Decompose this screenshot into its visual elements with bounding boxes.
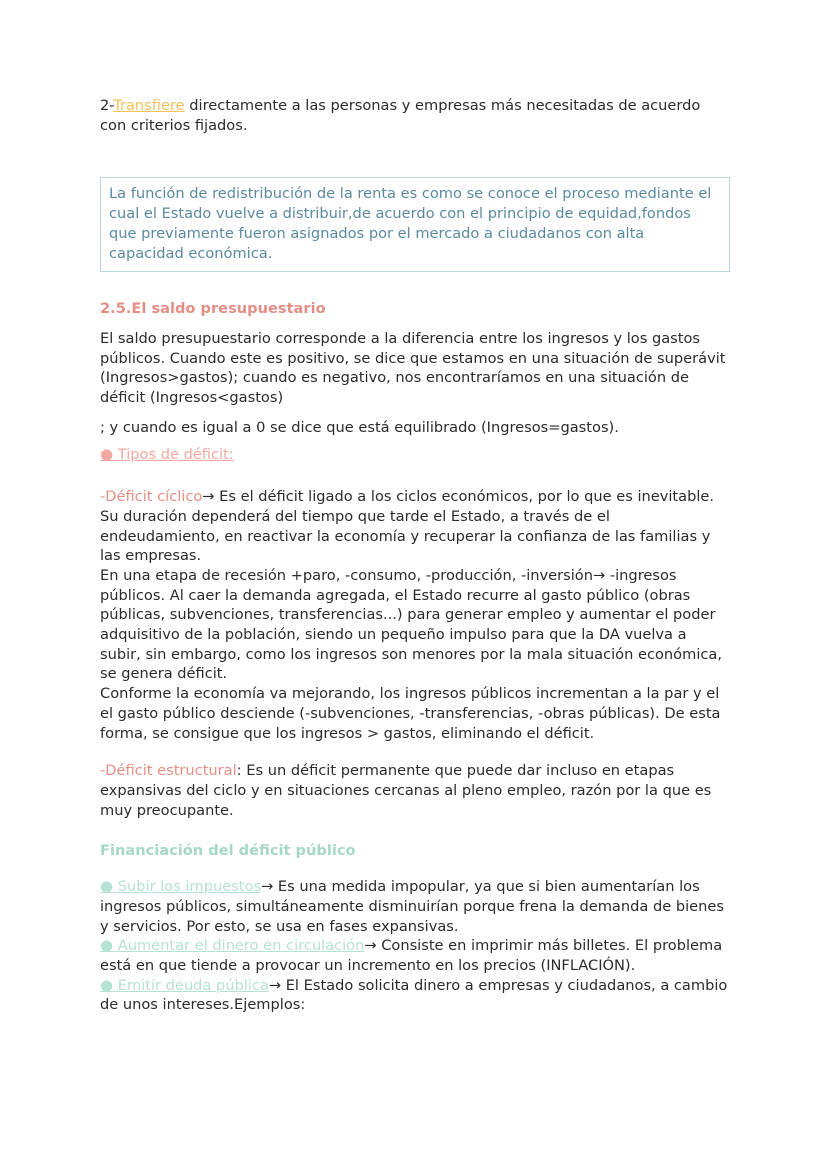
intro-rest: directamente a las personas y empresas más necesitadas de acuerdo con criterios fijados. — [100, 97, 701, 134]
callout-text: La función de redistribución de la renta es como se conoce el proceso mediante el cual el Estado vuelve a distribuir,de acuerdo con el principio de equidad,fondos que previamente fueron asignados por el mercado a ciudadanos con alta capacidad económica. — [109, 185, 712, 262]
subir-impuestos-link[interactable]: ● Subir los impuestos — [100, 877, 262, 896]
definition-callout — [100, 177, 730, 272]
tipos-link[interactable]: ● Tipos de déficit: — [100, 445, 234, 464]
bullet-dot-icon: ● — [100, 877, 114, 896]
financiacion-item — [100, 976, 730, 1015]
section-title: 2.5.El saldo presupuestario — [100, 300, 326, 318]
financiacion-title: Financiación del déficit público — [100, 842, 356, 860]
bullet-dot-icon: ● — [100, 936, 114, 955]
mejora-paragraph: Conforme la economía va mejorando, los ingresos públicos incrementan a la par y el el gasto público desciende (-subvenciones, -transferencias, -obras públicas). De esta forma, se consigue que los ingresos > gastos, eliminando el déficit. — [100, 685, 721, 742]
intro-paragraph — [100, 96, 730, 135]
financiacion-item-text: → Consiste en imprimir más billetes. El problema está en que tiende a provocar un incremento en los precios (INFLACIÓN). — [100, 937, 723, 974]
ciclico-text: → Es el déficit ligado a los ciclos económicos, por lo que es inevitable. Su duración dependerá del tiempo que tarde el Estado, a través de el endeudamiento, en reactivar la economía y recuperar la confianza de las familias y las empresas. — [100, 488, 715, 565]
recesion-paragraph: En una etapa de recesión +paro, -consumo, -producción, -inversión→ -ingresos públicos. Al caer la demanda agregada, el Estado recurre al gasto público (obras públicas, subvenciones, transferencias...) para generar empleo y aumentar el poder adquisitivo de la población, siendo un pequeño impulso para que la DA vuelva a subir, sin embargo, como los ingresos son menores por la mala situación económica, se genera déficit. — [100, 566, 722, 683]
financiacion-item-text: → El Estado solicita dinero a empresas y ciudadanos, a cambio de unos intereses.Ejemplos: — [100, 976, 728, 1014]
transfiere-link[interactable]: Transfiere — [113, 97, 185, 114]
estructural-paragraph — [100, 761, 730, 820]
financiacion-item — [100, 936, 730, 975]
financiacion-item — [100, 877, 730, 936]
ciclico-label: -Déficit cíclico — [100, 488, 203, 506]
estructural-label: -Déficit estructural — [100, 762, 237, 780]
ciclico-paragraph — [100, 487, 730, 566]
financiacion-item-text: → Es una medida impopular, ya que si bien aumentarían los ingresos públicos, simultáneamente disminuirían porque frena la demanda de bienes y servicios. Por esto, se usa en fases expansivas. — [100, 878, 724, 935]
bullet-dot-icon: ● — [100, 445, 114, 464]
intro-prefix: 2- — [100, 97, 114, 114]
saldo-paragraph: El saldo presupuestario corresponde a la diferencia entre los ingresos y los gastos públicos. Cuando este es positivo, se dice que estamos en una situación de superávit (Ingresos>gastos); cuando es negativo, nos encontraríamos en una situación de déficit (Ingresos<gastos) — [100, 329, 726, 407]
tipos-heading — [100, 445, 730, 465]
emitir-deuda-link[interactable]: ● Emitir deuda pública — [100, 975, 269, 994]
equilibrado-paragraph: ; y cuando es igual a 0 se dice que está equilibrado (Ingresos=gastos). — [100, 418, 619, 436]
aumentar-dinero-link[interactable]: ● Aumentar el dinero en circulación — [100, 936, 365, 955]
document-page — [100, 96, 730, 1015]
estructural-text: : Es un déficit permanente que puede dar incluso en etapas expansivas del ciclo y en situaciones cercanas al pleno empleo, razón por la que es muy preocupante. — [100, 762, 712, 819]
bullet-dot-icon: ● — [100, 975, 114, 994]
